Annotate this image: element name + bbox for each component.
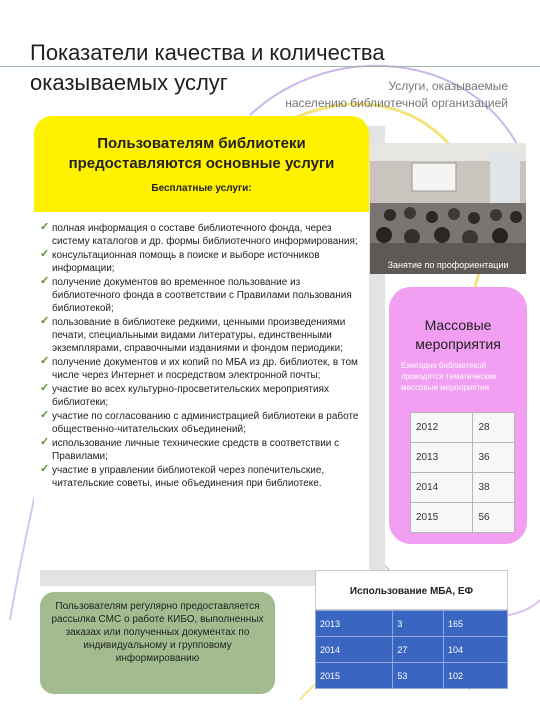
checkmark-icon: ✓ <box>40 248 50 260</box>
checkmark-icon: ✓ <box>40 463 50 475</box>
service-item-text: участие по согласованию с администрацией библиотеки в работе общественно-читательских объединений; <box>52 411 359 435</box>
table-cell: 2014 <box>316 637 393 663</box>
service-item <box>40 356 365 382</box>
checkmark-icon: ✓ <box>40 355 50 367</box>
mba-title: Использование МБА, ЕФ <box>349 586 474 597</box>
table-row <box>316 611 508 637</box>
mba-table <box>315 610 508 689</box>
table-cell-year: 2012 <box>411 413 473 443</box>
service-item-text: получение документов и их копий по МБА из др. библиотек, в том числе через Интернет и посредством электронной почты; <box>52 357 358 381</box>
services-list <box>40 222 365 491</box>
table-cell: 53 <box>393 663 444 689</box>
service-item-text: участие в управлении библиотекой через попечительские, читательские советы, иные объединения при библиотеке. <box>52 465 325 489</box>
table-cell: 102 <box>443 663 507 689</box>
photo-caption: Занятие по профориентации <box>387 260 509 270</box>
table-row <box>411 443 515 473</box>
event-photo <box>370 143 526 274</box>
table-cell: 104 <box>443 637 507 663</box>
table-row <box>316 637 508 663</box>
title-divider <box>0 66 540 67</box>
service-item <box>40 222 365 248</box>
event-photo-illustration <box>370 143 526 274</box>
table-row <box>411 473 515 503</box>
subtitle-line-1: Услуги, оказываемые <box>388 79 508 93</box>
table-cell-count: 36 <box>473 443 515 473</box>
checkmark-icon: ✓ <box>40 315 50 327</box>
service-item <box>40 249 365 275</box>
service-item <box>40 464 365 490</box>
mass-events-note: Ежегодно библиотекой проводятся тематические массовые мероприятия <box>401 361 497 392</box>
page-subtitle <box>262 78 508 112</box>
mailing-text: Пользователям регулярно предоставляется рассылка СМС о работе КИБО, выполненных заказах или полученных документах по индивидуальному и групповому информированию <box>51 601 264 664</box>
table-cell: 2015 <box>316 663 393 689</box>
free-services-label: Бесплатные услуги: <box>151 183 252 194</box>
title-line-2: оказываемых услуг <box>30 70 228 95</box>
table-row <box>411 413 515 443</box>
table-cell-count: 28 <box>473 413 515 443</box>
service-item-text: полная информация о составе библиотечного фонда, через систему каталогов и др. формы библиотечного информирования; <box>52 223 358 247</box>
checkmark-icon: ✓ <box>40 436 50 448</box>
table-row <box>316 663 508 689</box>
service-item-text: получение документов во временное пользование из библиотечного фонда в соответствии с Правилами пользования библиотекой; <box>52 277 352 314</box>
checkmark-icon: ✓ <box>40 221 50 233</box>
services-title: Пользователям библиотеки предоставляются основные услуги <box>68 135 335 172</box>
service-item <box>40 276 365 315</box>
service-item <box>40 437 365 463</box>
checkmark-icon: ✓ <box>40 382 50 394</box>
table-cell-count: 38 <box>473 473 515 503</box>
table-cell: 165 <box>443 611 507 637</box>
service-item-text: консультационная помощь в поиске и выборе источников информации; <box>52 250 320 274</box>
table-cell: 27 <box>393 637 444 663</box>
table-cell-count: 56 <box>473 503 515 533</box>
checkmark-icon: ✓ <box>40 275 50 287</box>
service-item <box>40 383 365 409</box>
table-cell-year: 2013 <box>411 443 473 473</box>
mass-events-title: Массовые мероприятия <box>415 317 501 352</box>
table-cell: 3 <box>393 611 444 637</box>
service-item-text: использование личные технические средств в соответствии с Правилами; <box>52 438 340 462</box>
checkmark-icon: ✓ <box>40 409 50 421</box>
service-item-text: пользование в библиотеке редкими, ценными произведениями печати, специальными видами литературы, единственными экземплярами, справочными изданиями и фондом периодики; <box>52 317 346 354</box>
table-cell-year: 2014 <box>411 473 473 503</box>
table-row <box>411 503 515 533</box>
service-item <box>40 316 365 355</box>
table-cell-year: 2015 <box>411 503 473 533</box>
title-line-1: Показатели качества и количества <box>30 40 385 65</box>
service-item-text: участие во всех культурно-просветительских мероприятиях библиотеки; <box>52 384 329 408</box>
mass-events-table <box>410 412 515 533</box>
service-item <box>40 410 365 436</box>
table-cell: 2013 <box>316 611 393 637</box>
subtitle-line-2: населению библиотечной организацией <box>285 96 508 110</box>
